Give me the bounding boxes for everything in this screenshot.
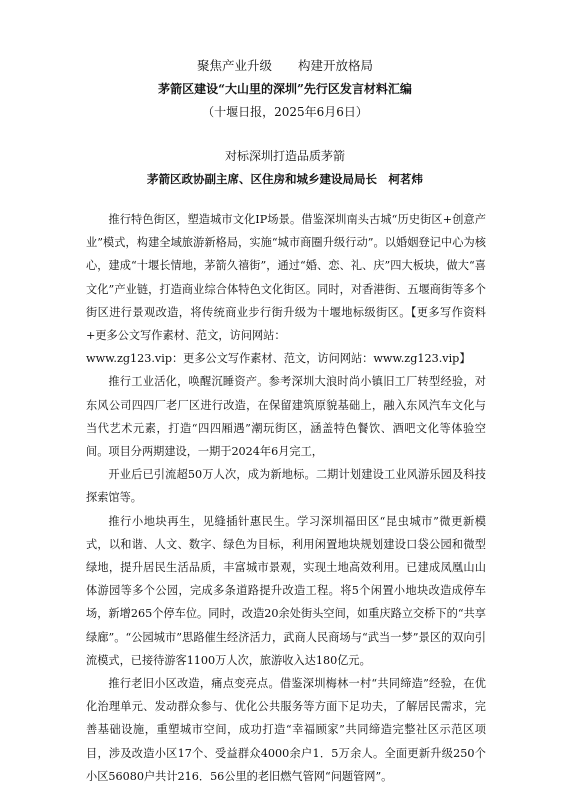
paragraph-2: www.zg123.vip：更多公文写作素材、范文，访问网站：www.zg123.vip】 bbox=[86, 352, 471, 366]
paragraph-4: 开业后已引流超50万人次，成为新地标。二期计划建设工业风游乐园及科技探索馆等。 bbox=[86, 468, 486, 505]
author-line: 茅箭区政协副主席、区住房和城乡建设局局长 柯茗炜 bbox=[147, 172, 423, 186]
paragraph-1: 推行特色街区，塑造城市文化IP场景。借鉴深圳南头古城“历史街区+创意产业”模式，构建全域旅游新格局，实施“城市商圈升级行动”。以婚姻登记中心为核心，建成“十堰长情地，茅箭久禧街”，通过“婚、恋、礼、庆”四大板块，做大“喜文化”产业链，打造商业综合体特色文化街区。同时，对香港街、五堰商街等多个街区进行景观改造，将传统商业步行街升级为十堰地标级街区。【更多写作资料+更多公文写作素材、范文，访问网站： bbox=[86, 213, 486, 343]
paragraph-3: 推行工业活化，唤醒沉睡资产。参考深圳大浪时尚小镇旧工厂转型经验，对东风公司四四厂老厂区进行改造，在保留建筑原貌基础上，融入东风汽车文化与当代艺术元素，打造“四四厢遇”潮玩街区，涵盖特色餐饮、酒吧文化等体验空间。项目分两期建设，一期于2024年6月完工， bbox=[86, 375, 486, 459]
paragraph-6: 推行老旧小区改造，痛点变亮点。借鉴深圳梅林一村“共同缔造”经验，在优化治理单元、发动群众参与、优化公共服务等方面下足功夫，了解居民需求，完善基础设施，重塑城市空间，成功打造“幸福顾家”共同缔造完整社区示范区项目，涉及改造小区17个、受益群众4000余户1．5万余人。全面更新升级250个小区56080户共计216．56公里的老旧燃气管网“问题管网”。 bbox=[86, 677, 486, 783]
source-line: （十堰日报，2025年6月6日） bbox=[202, 105, 368, 119]
paragraph-5: 推行小地块再生，见缝插针惠民生。学习深圳福田区“昆虫城市”微更新模式，以和谐、人文、数字、绿色为目标，利用闲置地块规划建设口袋公园和微型绿地，提升居民生活品质，丰富城市景观，实现土地高效利用。已建成凤凰山山体游园等多个公园，完成多条道路提升改造工程。将5个闲置小地块改造成停车场，新增265个停车位。同时，改造20余处街头空间，如重庆路立交桥下的“共享绿廊”。“公园城市”思路催生经济活力，武商人民商场与“武当一梦”景区的双向引流模式，已接待游客1100万人次，旅游收入达180亿元。 bbox=[86, 514, 486, 667]
article-body bbox=[86, 208, 486, 788]
document-title bbox=[0, 57, 570, 75]
title-right: 构建开放格局 bbox=[298, 58, 374, 73]
document-subtitle: 茅箭区建设“大山里的深圳”先行区发言材料汇编 bbox=[158, 82, 412, 96]
article-title: 对标深圳打造品质茅箭 bbox=[224, 149, 345, 163]
title-left: 聚焦产业升级 bbox=[196, 58, 272, 73]
